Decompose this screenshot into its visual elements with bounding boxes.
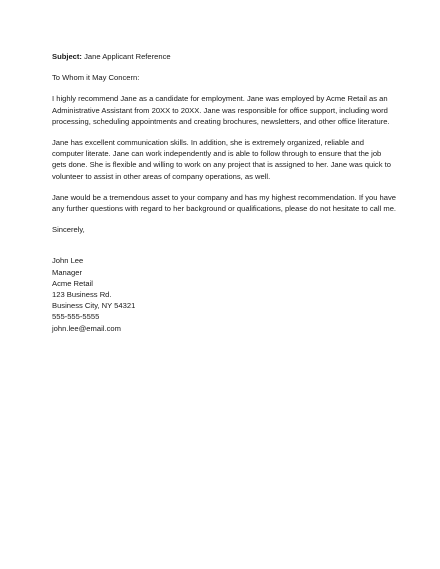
signer-name: John Lee xyxy=(52,256,84,266)
signature-block xyxy=(52,255,397,333)
body-paragraph-1: I highly recommend Jane as a candidate for employment. Jane was employed by Acme Retail as an Administrative Assistant from 20XX to 20XX. Jane was responsible for office support, including word processing, scheduling appointments and creating brochures, newsletters, and other office literature. xyxy=(52,94,390,126)
signer-street: 123 Business Rd. xyxy=(52,290,112,300)
signer-email: john.lee@email.com xyxy=(52,323,121,333)
body-paragraph-3: Jane would be a tremendous asset to your company and has my highest recommendation. If you have any further questions with regard to her background or qualifications, please do not hesitate to call me. xyxy=(52,192,397,214)
signer-city: Business City, NY 54321 xyxy=(52,301,136,311)
salutation: To Whom it May Concern: xyxy=(52,73,140,83)
subject-line xyxy=(52,51,397,62)
letter-page xyxy=(52,51,397,334)
signer-phone: 555-555-5555 xyxy=(52,312,100,322)
signer-title: Manager xyxy=(52,267,82,277)
closing: Sincerely, xyxy=(52,225,85,235)
signer-company: Acme Retail xyxy=(52,278,93,288)
subject-text: Jane Applicant Reference xyxy=(81,52,171,61)
body-paragraph-2: Jane has excellent communication skills. In addition, she is extremely organized, reliable and computer literate. Jane can work independently and is able to follow through to ensure that the job gets done. She is flexible and willing to work on any project that is assigned to her. Jane was quick to volunteer to assist in other areas of company operations, as well. xyxy=(52,138,391,181)
subject-label: Subject: xyxy=(52,52,82,61)
